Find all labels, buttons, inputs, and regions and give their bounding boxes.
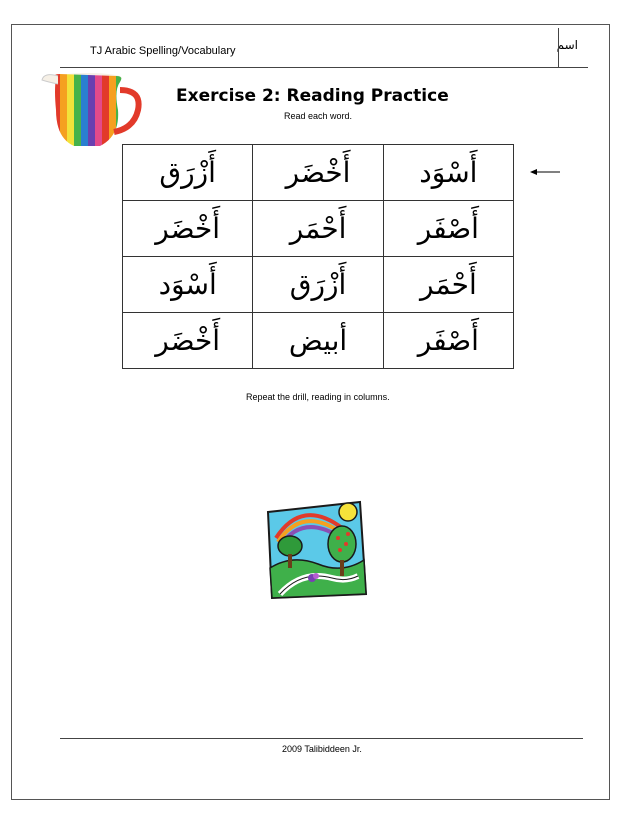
vocabulary-table [122, 144, 514, 369]
word-cell: أَسْوَد [383, 145, 513, 201]
word-cell: أبيض [253, 313, 383, 369]
exercise-title: Exercise 2: Reading Practice [176, 86, 449, 106]
word-cell: أَخْضَر [123, 313, 253, 369]
word-cell: أَخْضَر [253, 145, 383, 201]
left-arrow-icon [530, 168, 560, 176]
footer-divider [60, 738, 583, 739]
footer-copyright: 2009 Talibiddeen Jr. [282, 744, 362, 754]
header-divider-vertical [558, 28, 559, 68]
table-row [123, 257, 514, 313]
word-cell: أَحْمَر [383, 257, 513, 313]
word-cell: أَزْرَق [253, 257, 383, 313]
word-cell: أَخْضَر [123, 201, 253, 257]
table-row [123, 201, 514, 257]
word-cell: أَحْمَر [253, 201, 383, 257]
word-cell: أَصْفَر [383, 201, 513, 257]
table-row [123, 145, 514, 201]
word-cell: أَصْفَر [383, 313, 513, 369]
header-course-title: TJ Arabic Spelling/Vocabulary [90, 45, 236, 57]
rainbow-landscape-clipart [262, 498, 370, 600]
drill-instruction: Repeat the drill, reading in columns. [246, 392, 390, 402]
header-name-label: اسم [556, 38, 578, 52]
exercise-subtitle: Read each word. [284, 111, 353, 121]
table-row [123, 313, 514, 369]
word-cell: أَزْرَق [123, 145, 253, 201]
header-divider [60, 67, 588, 68]
rainbow-pitcher-image [38, 70, 148, 150]
word-cell: أَسْوَد [123, 257, 253, 313]
